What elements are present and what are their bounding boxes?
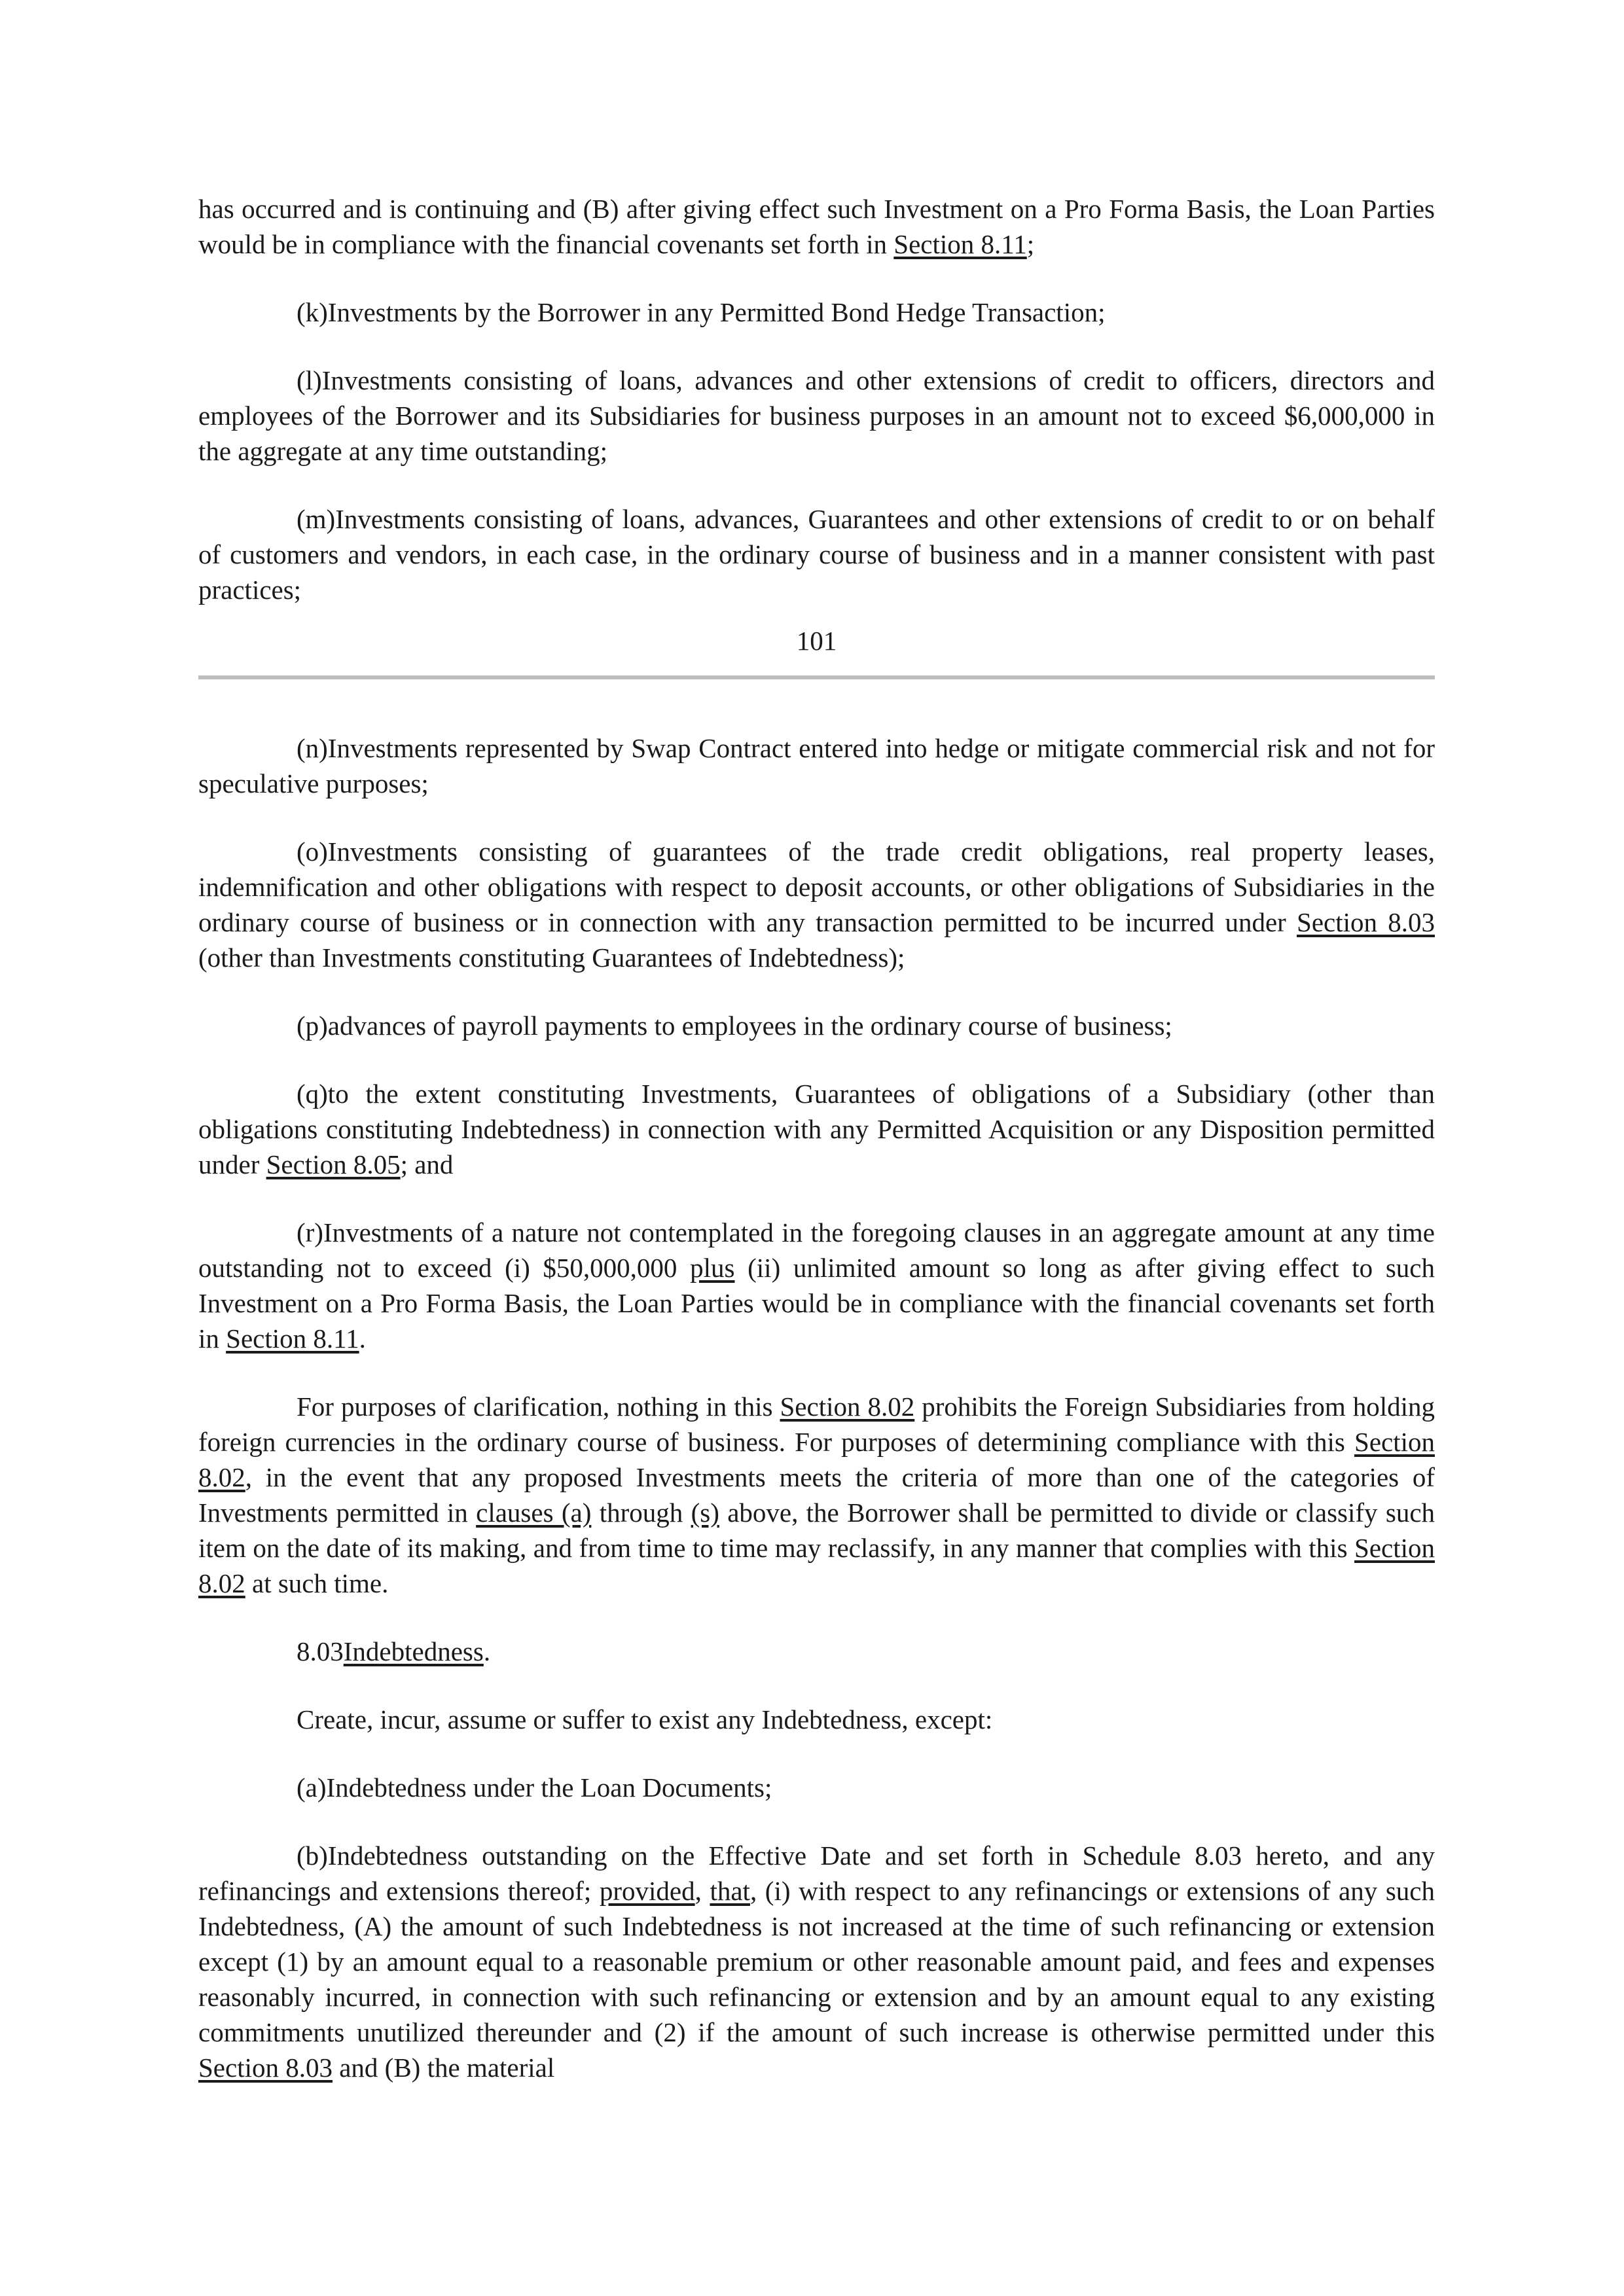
document-page	[198, 191, 1435, 2085]
clause-p: (p)advances of payroll payments to employees in the ordinary course of business;	[297, 1011, 1172, 1041]
clause-k: (k)Investments by the Borrower in any Permitted Bond Hedge Transaction;	[297, 297, 1106, 327]
underlined-term: plus	[690, 1253, 735, 1283]
section-number: 8.03	[297, 1636, 344, 1666]
underlined-term: that	[710, 1876, 750, 1906]
underlined-term: provided	[599, 1876, 695, 1906]
section-ref-link: Section 8.11	[893, 229, 1027, 259]
clause-ref-link: clauses (a)	[476, 1498, 592, 1528]
clause-m: (m)Investments consisting of loans, advances, Guarantees and other extensions of credit to or on behalf of customers and vendors, in each case, in the ordinary course of business and in a manner consistent with past practices;	[198, 504, 1435, 605]
clause-l: (l)Investments consisting of loans, advances and other extensions of credit to officers, directors and employees of the Borrower and its Subsidiaries for business purposes in an amount not to exceed $6,000,000 in the aggregate at any time outstanding;	[198, 365, 1435, 466]
section-intro: Create, incur, assume or suffer to exist any Indebtedness, except:	[297, 1704, 993, 1734]
clause-a: (a)Indebtedness under the Loan Documents;	[297, 1772, 772, 1803]
section-ref-link: Section 8.02	[780, 1391, 915, 1422]
section-ref-link: Section 8.03	[198, 2053, 333, 2083]
clause-n: (n)Investments represented by Swap Contract entered into hedge or mitigate commercial risk and not for speculative purposes;	[198, 733, 1435, 798]
section-ref-link: Section 8.11	[226, 1323, 359, 1354]
clause-q: (q)to the extent constituting Investments, Guarantees of obligations of a Subsidiary (other than obligations constituting Indebtedness) in connection with any Permitted Acquisition or any Disposition permitted under Section 8.05; and	[198, 1079, 1435, 1179]
clause-b: (b)Indebtedness outstanding on the Effective Date and set forth in Schedule 8.03 hereto, and any refinancings and extensions thereof; provided, that, (i) with respect to any refinancings or extensions of any such Indebtedness, (A) the amount of such Indebtedness is not increased at the time of such refinancing or extension except (1) by an amount equal to a reasonable premium or other reasonable amount paid, and fees and expenses reasonably incurred, in connection with such refinancing or extension and by an amount equal to any existing commitments unutilized thereunder and (2) if the amount of such increase is otherwise permitted under this Section 8.03 and (B) the material	[198, 1840, 1435, 2083]
clause-ref-link: (s)	[691, 1498, 719, 1528]
page-divider	[198, 675, 1435, 679]
section-ref-link: Section 8.02	[198, 1533, 1435, 1598]
clause-o: (o)Investments consisting of guarantees of the trade credit obligations, real property leases, indemnification and other obligations with respect to deposit accounts, or other obligations of Subsidiaries in the ordinary course of business or in connection with any transaction permitted to be incurred under Section 8.03 (other than Investments constituting Guarantees of Indebtedness);	[198, 836, 1435, 973]
page-number: 101	[796, 626, 837, 656]
clause-j-continuation: has occurred and is continuing and (B) after giving effect such Investment on a Pro Forma Basis, the Loan Parties would be in compliance with the financial covenants set forth in Section 8.11;	[198, 194, 1435, 259]
section-heading: 8.03Indebtedness.	[297, 1636, 491, 1666]
section-ref-link: Section 8.03	[1297, 907, 1435, 937]
section-title: Indebtedness	[343, 1636, 484, 1666]
clarification-paragraph: For purposes of clarification, nothing in this Section 8.02 prohibits the Foreign Subsidiaries from holding foreign currencies in the ordinary course of business. For purposes of determining compliance with this Section 8.02, in the event that any proposed Investments meets the criteria of more than one of the categories of Investments permitted in clauses (a) through (s) above, the Borrower shall be permitted to divide or classify such item on the date of its making, and from time to time may reclassify, in any manner that complies with this Section 8.02 at such time.	[198, 1391, 1435, 1598]
section-ref-link: Section 8.02	[198, 1427, 1435, 1492]
clause-r: (r)Investments of a nature not contemplated in the foregoing clauses in an aggregate amount at any time outstanding not to exceed (i) $50,000,000 plus (ii) unlimited amount so long as after giving effect to such Investment on a Pro Forma Basis, the Loan Parties would be in compliance with the financial covenants set forth in Section 8.11.	[198, 1217, 1435, 1354]
section-ref-link: Section 8.05	[266, 1149, 401, 1179]
